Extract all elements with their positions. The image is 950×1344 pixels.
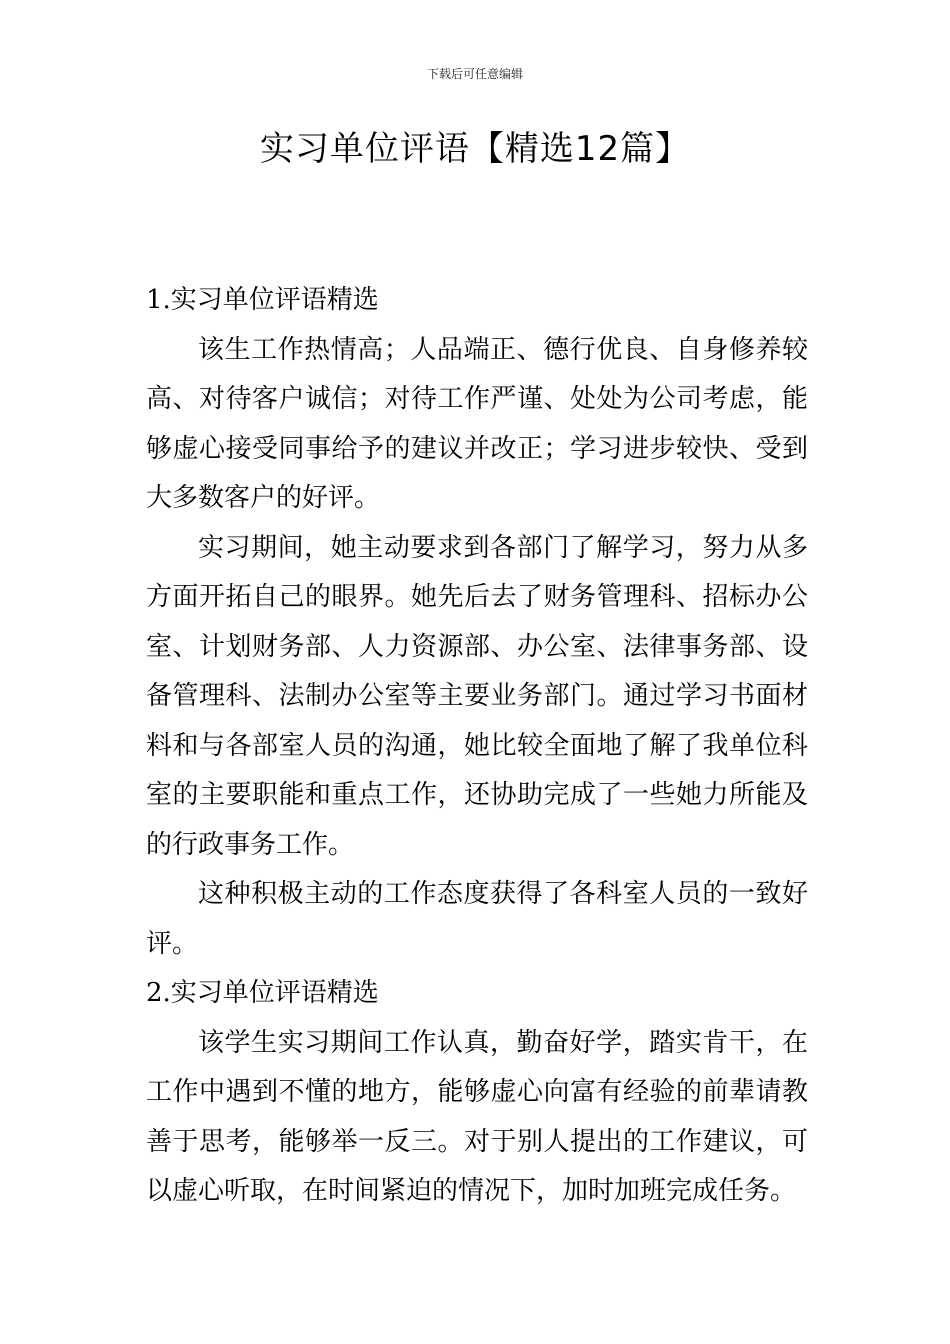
section-heading-1: 1.实习单位评语精选 (146, 285, 379, 315)
section-1-paragraph-1: 该生工作热情高；人品端正、德行优良、自身修养较高、对待客户诚信；对待工作严谨、处处为公司考虑，能够虚心接受同事给予的建议并改正；学习进步较快、受到大多数客户的好评。 (146, 334, 808, 513)
section-1-paragraph-2: 实习期间，她主动要求到各部门了解学习，努力从多方面开拓自己的眼界。她先后去了财务管理科、招标办公室、计划财务部、人力资源部、办公室、法律事务部、设备管理科、法制办公室等主要业务部门。通过学习书面材料和与各部室人员的沟通，她比较全面地了解了我单位科室的主要职能和重点工作，还协助完成了一些她力所能及的行政事务工作。 (146, 532, 808, 860)
document-body (146, 276, 808, 1217)
section-2-paragraph-1: 该学生实习期间工作认真，勤奋好学，踏实肯干，在工作中遇到不懂的地方，能够虚心向富有经验的前辈请教善于思考，能够举一反三。对于别人提出的工作建议，可以虚心听取，在时间紧迫的情况下，加时加班完成任务。 (146, 1027, 808, 1206)
header-note: 下载后可任意编辑 (426, 67, 523, 81)
section-heading-2: 2.实习单位评语精选 (146, 978, 379, 1008)
document-title: 实习单位评语【精选12篇】 (259, 129, 691, 169)
section-1-paragraph-3: 这种积极主动的工作态度获得了各科室人员的一致好评。 (146, 879, 808, 959)
